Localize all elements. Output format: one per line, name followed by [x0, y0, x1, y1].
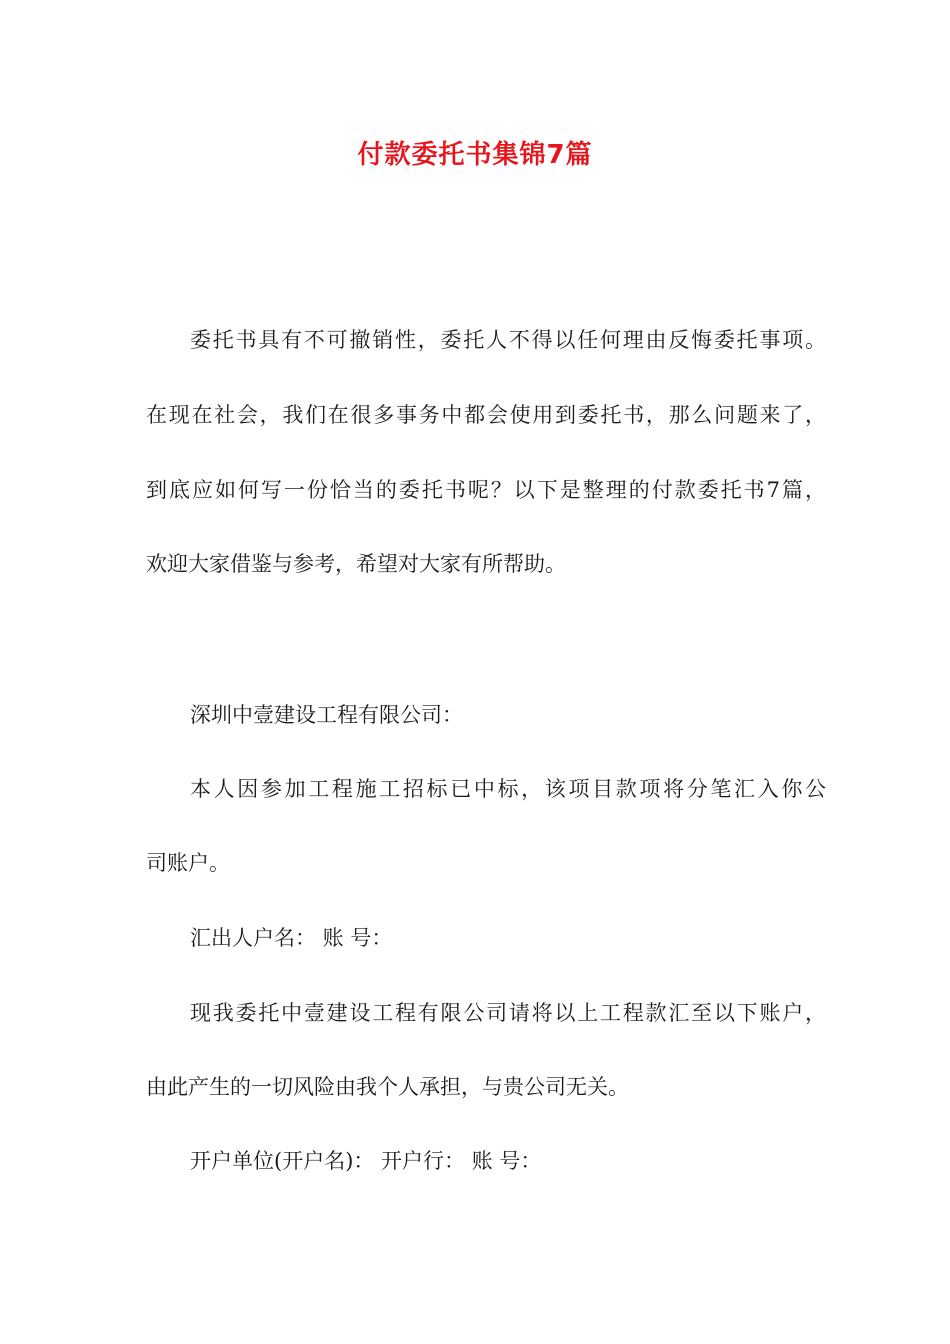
letter-para1-line-1: 本人因参加工程施工招标已中标，该项目款项将分笔汇入你公 [190, 777, 826, 801]
account-line: 开户单位(开户名)： 开户行： 账 号： [190, 1149, 542, 1173]
intro-line-4: 欢迎大家借鉴与参考，希望对大家有所帮助。 [146, 552, 566, 576]
letter-para2-line-1: 现我委托中壹建设工程有限公司请将以上工程款汇至以下账户， [190, 1001, 826, 1025]
intro-line-1: 委托书具有不可撤销性，委托人不得以任何理由反悔委托事项。 [190, 328, 826, 352]
letter-para1-line-2: 司账户。 [146, 851, 230, 875]
intro-line-3: 到底应如何写一份恰当的委托书呢？以下是整理的付款委托书7篇， [146, 478, 826, 502]
intro-line-2: 在现在社会，我们在很多事务中都会使用到委托书，那么问题来了， [146, 403, 826, 427]
letter-addressee: 深圳中壹建设工程有限公司： [190, 703, 463, 727]
letter-para2-line-2: 由此产生的一切风险由我个人承担，与贵公司无关。 [146, 1075, 629, 1099]
document-title: 付款委托书集锦7篇 [357, 140, 593, 170]
remitter-line: 汇出人户名： 账 号： [190, 926, 393, 950]
